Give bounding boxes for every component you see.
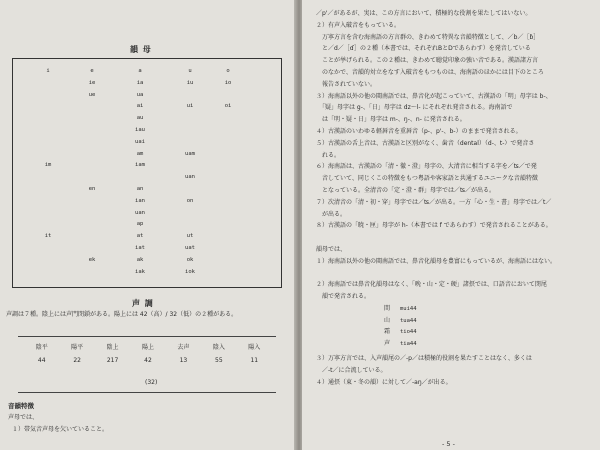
tones-summary: 声調は７種。陰上には声門閉鎖がある。陽上には 42（高）/ 32（低）の２種がある。 <box>6 311 238 318</box>
final-cell: ai <box>136 103 144 110</box>
example-char: 霜 <box>384 328 391 335</box>
body-line: ２）海南語では鼻音化韻母はなく、「晩・山・定・硬」諸摂では、口語音において閉尾 <box>316 281 547 289</box>
body-line: ７）次清音の「清・初・穿」母字では／ʦ／が出る。一方「心・生・書」母字では／t／ <box>316 198 552 206</box>
body-line: ６）海南語は、古漢語の「清・徹・澄」母字の、大清音に相当する字を／ʦ／で発 <box>316 163 537 171</box>
tone-table-top-rule <box>18 336 276 337</box>
final-cell: uan <box>135 209 145 216</box>
body-line: １）海南語以外の他の閩南語では、鼻音化韻母を豊富にもっているが、海南語にはない。 <box>316 257 557 265</box>
body-line: ／-t／に合流している。 <box>316 366 387 374</box>
tones-title: 声 調 <box>132 299 154 308</box>
final-cell: it <box>44 233 52 240</box>
final-cell: iau <box>135 127 145 133</box>
body-line: のなかで、音韻的対立をなす入破音をもつものは、海南語のほかには目下のところ <box>316 69 544 76</box>
final-cell: uan <box>185 174 195 181</box>
tone-value-cell: 42 <box>144 356 152 364</box>
body-line: れる。 <box>316 151 341 159</box>
tone-header-row <box>24 339 272 353</box>
example-char: 間 <box>384 305 391 312</box>
final-cell: iam <box>135 162 145 169</box>
tone-header-cell: 陽上 <box>141 343 154 351</box>
body-line: 報告されていない。 <box>316 80 377 88</box>
final-cell: am <box>136 150 144 157</box>
final-cell: uai <box>135 138 145 145</box>
final-cell: ua <box>136 91 144 98</box>
final-cell: ia <box>136 79 144 86</box>
tone-header-cell: 陰平 <box>35 343 48 351</box>
final-cell: ak <box>136 256 144 263</box>
final-cell: o <box>226 68 230 74</box>
body-line: 韻母では、 <box>316 246 347 253</box>
tone-header-cell: 去声 <box>177 343 190 351</box>
final-cell: e <box>90 68 94 74</box>
final-cell: iak <box>135 268 145 275</box>
example-value: tia44 <box>400 340 417 347</box>
features-item-1: １）帯気音声母を欠いていること。 <box>12 426 109 433</box>
body-line: 「疑」母字は g-、「日」母字は dz～l- にそれぞれ発音される。海南語で <box>316 104 513 112</box>
body-line: ３）万寧方言では、入声韻尾の／-p／は積極的役割を果たすことはなく、多くは <box>316 355 532 362</box>
tone-table <box>24 339 272 367</box>
tone-value-cell: 11 <box>250 356 259 364</box>
final-cell: on <box>186 197 194 204</box>
body-line: ２）有声入破音をもっている。 <box>316 21 401 29</box>
body-line: ４）通摂（東・冬の韻）に対して／-aŋ／が出る。 <box>316 378 452 386</box>
tone-table-bottom-rule <box>18 392 276 393</box>
final-cell: uam <box>185 150 195 157</box>
body-line: ８）古漢語の「暁・匣」母字が h-（本書では f であらわす）で発音されることがある。 <box>316 222 552 230</box>
final-cell: u <box>188 68 192 74</box>
final-cell: au <box>136 115 144 122</box>
body-line: ５）古漢語の舌上音は、古漢語と区別がなく、歯音（dental）（d-、t-）で発音さ <box>316 139 535 147</box>
final-cell: ok <box>186 256 194 263</box>
tone-value-cell: 55 <box>215 356 223 364</box>
example-value: tua44 <box>400 317 417 324</box>
tone-header-cell: 陽入 <box>248 343 261 351</box>
final-cell: oi <box>224 103 232 110</box>
final-cell: ui <box>186 103 194 110</box>
final-cell: en <box>88 186 96 192</box>
body-line: ３）海南語以外の他の閩南語では、鼻音化が起こっていて、古漢語の「明」母字は b-、 <box>316 92 552 100</box>
example-value: tio44 <box>400 329 417 335</box>
final-cell: an <box>136 186 144 192</box>
final-cell: iok <box>185 268 195 275</box>
final-cell: ap <box>136 221 144 228</box>
final-cell: iu <box>186 79 194 86</box>
final-cell: at <box>136 233 144 240</box>
body-line: と／d／［ɗ］の２種（本書では、それぞれBとDであらわす）を発音している <box>316 45 531 53</box>
body-line: ／p'／があるが、実は、この方言において、積極的な役割を果たしてはいない。 <box>316 10 532 17</box>
features-title: 音韻特徴 <box>8 402 34 410</box>
tone-value-cell: 217 <box>106 356 119 364</box>
final-cell: ie <box>88 79 96 86</box>
right-page <box>302 0 600 450</box>
tone-value-cell: 44 <box>37 356 46 364</box>
features-sub: 声母では、 <box>8 414 39 421</box>
final-cell: ue <box>88 91 96 98</box>
final-cell: im <box>44 162 52 169</box>
body-line: が出る。 <box>316 210 347 218</box>
body-line: 万寧方言を含む海南語の方言群の、きわめて特異な音韻特徴として、／b／［ɓ］ <box>316 33 540 41</box>
tone-header-cell: 陰上 <box>106 343 119 351</box>
tone-header-cell: 陰入 <box>212 343 225 351</box>
body-line: は「明・疑・日」母字は m-、ŋ-、n- に発音される。 <box>316 116 466 124</box>
final-cell: ut <box>186 233 194 240</box>
example-value: mui44 <box>400 306 417 312</box>
body-line: 音していて、同じくこの特徴をもつ粤語や客家語と共通するユニークな音韻特徴 <box>316 175 538 183</box>
final-cell: ek <box>88 256 96 263</box>
final-cell: iat <box>135 245 145 251</box>
final-cell: i <box>46 68 50 74</box>
tone-value-row <box>24 353 272 367</box>
final-cell: a <box>138 68 142 74</box>
tone-header-cell: 陽平 <box>71 343 84 351</box>
body-line: 韻で発音される。 <box>316 293 371 301</box>
final-cell: uat <box>185 245 195 251</box>
body-line: ４）古漢語のいわゆる軽唇音を重唇音（p-、p'-、b-）のままで発音される。 <box>316 128 522 135</box>
left-page <box>0 0 296 450</box>
page-number: - 5 - <box>442 440 455 448</box>
tone-value-cell: 22 <box>73 356 81 364</box>
tone-extra: (32) <box>145 379 158 386</box>
final-cell: io <box>224 79 232 86</box>
tone-value-cell: 13 <box>179 356 188 364</box>
body-line: ことが挙げられる。この２種は、きわめて聴覚印象の強い音である。漢語諸方言 <box>316 57 539 65</box>
example-char: 声 <box>384 339 391 347</box>
finals-title: 韻 母 <box>130 45 152 54</box>
example-char: 山 <box>384 316 391 324</box>
final-cell: ian <box>135 197 145 204</box>
body-line: となっている。全清音の「定・澄・群」母字では／ʦ／が出る。 <box>316 187 495 194</box>
